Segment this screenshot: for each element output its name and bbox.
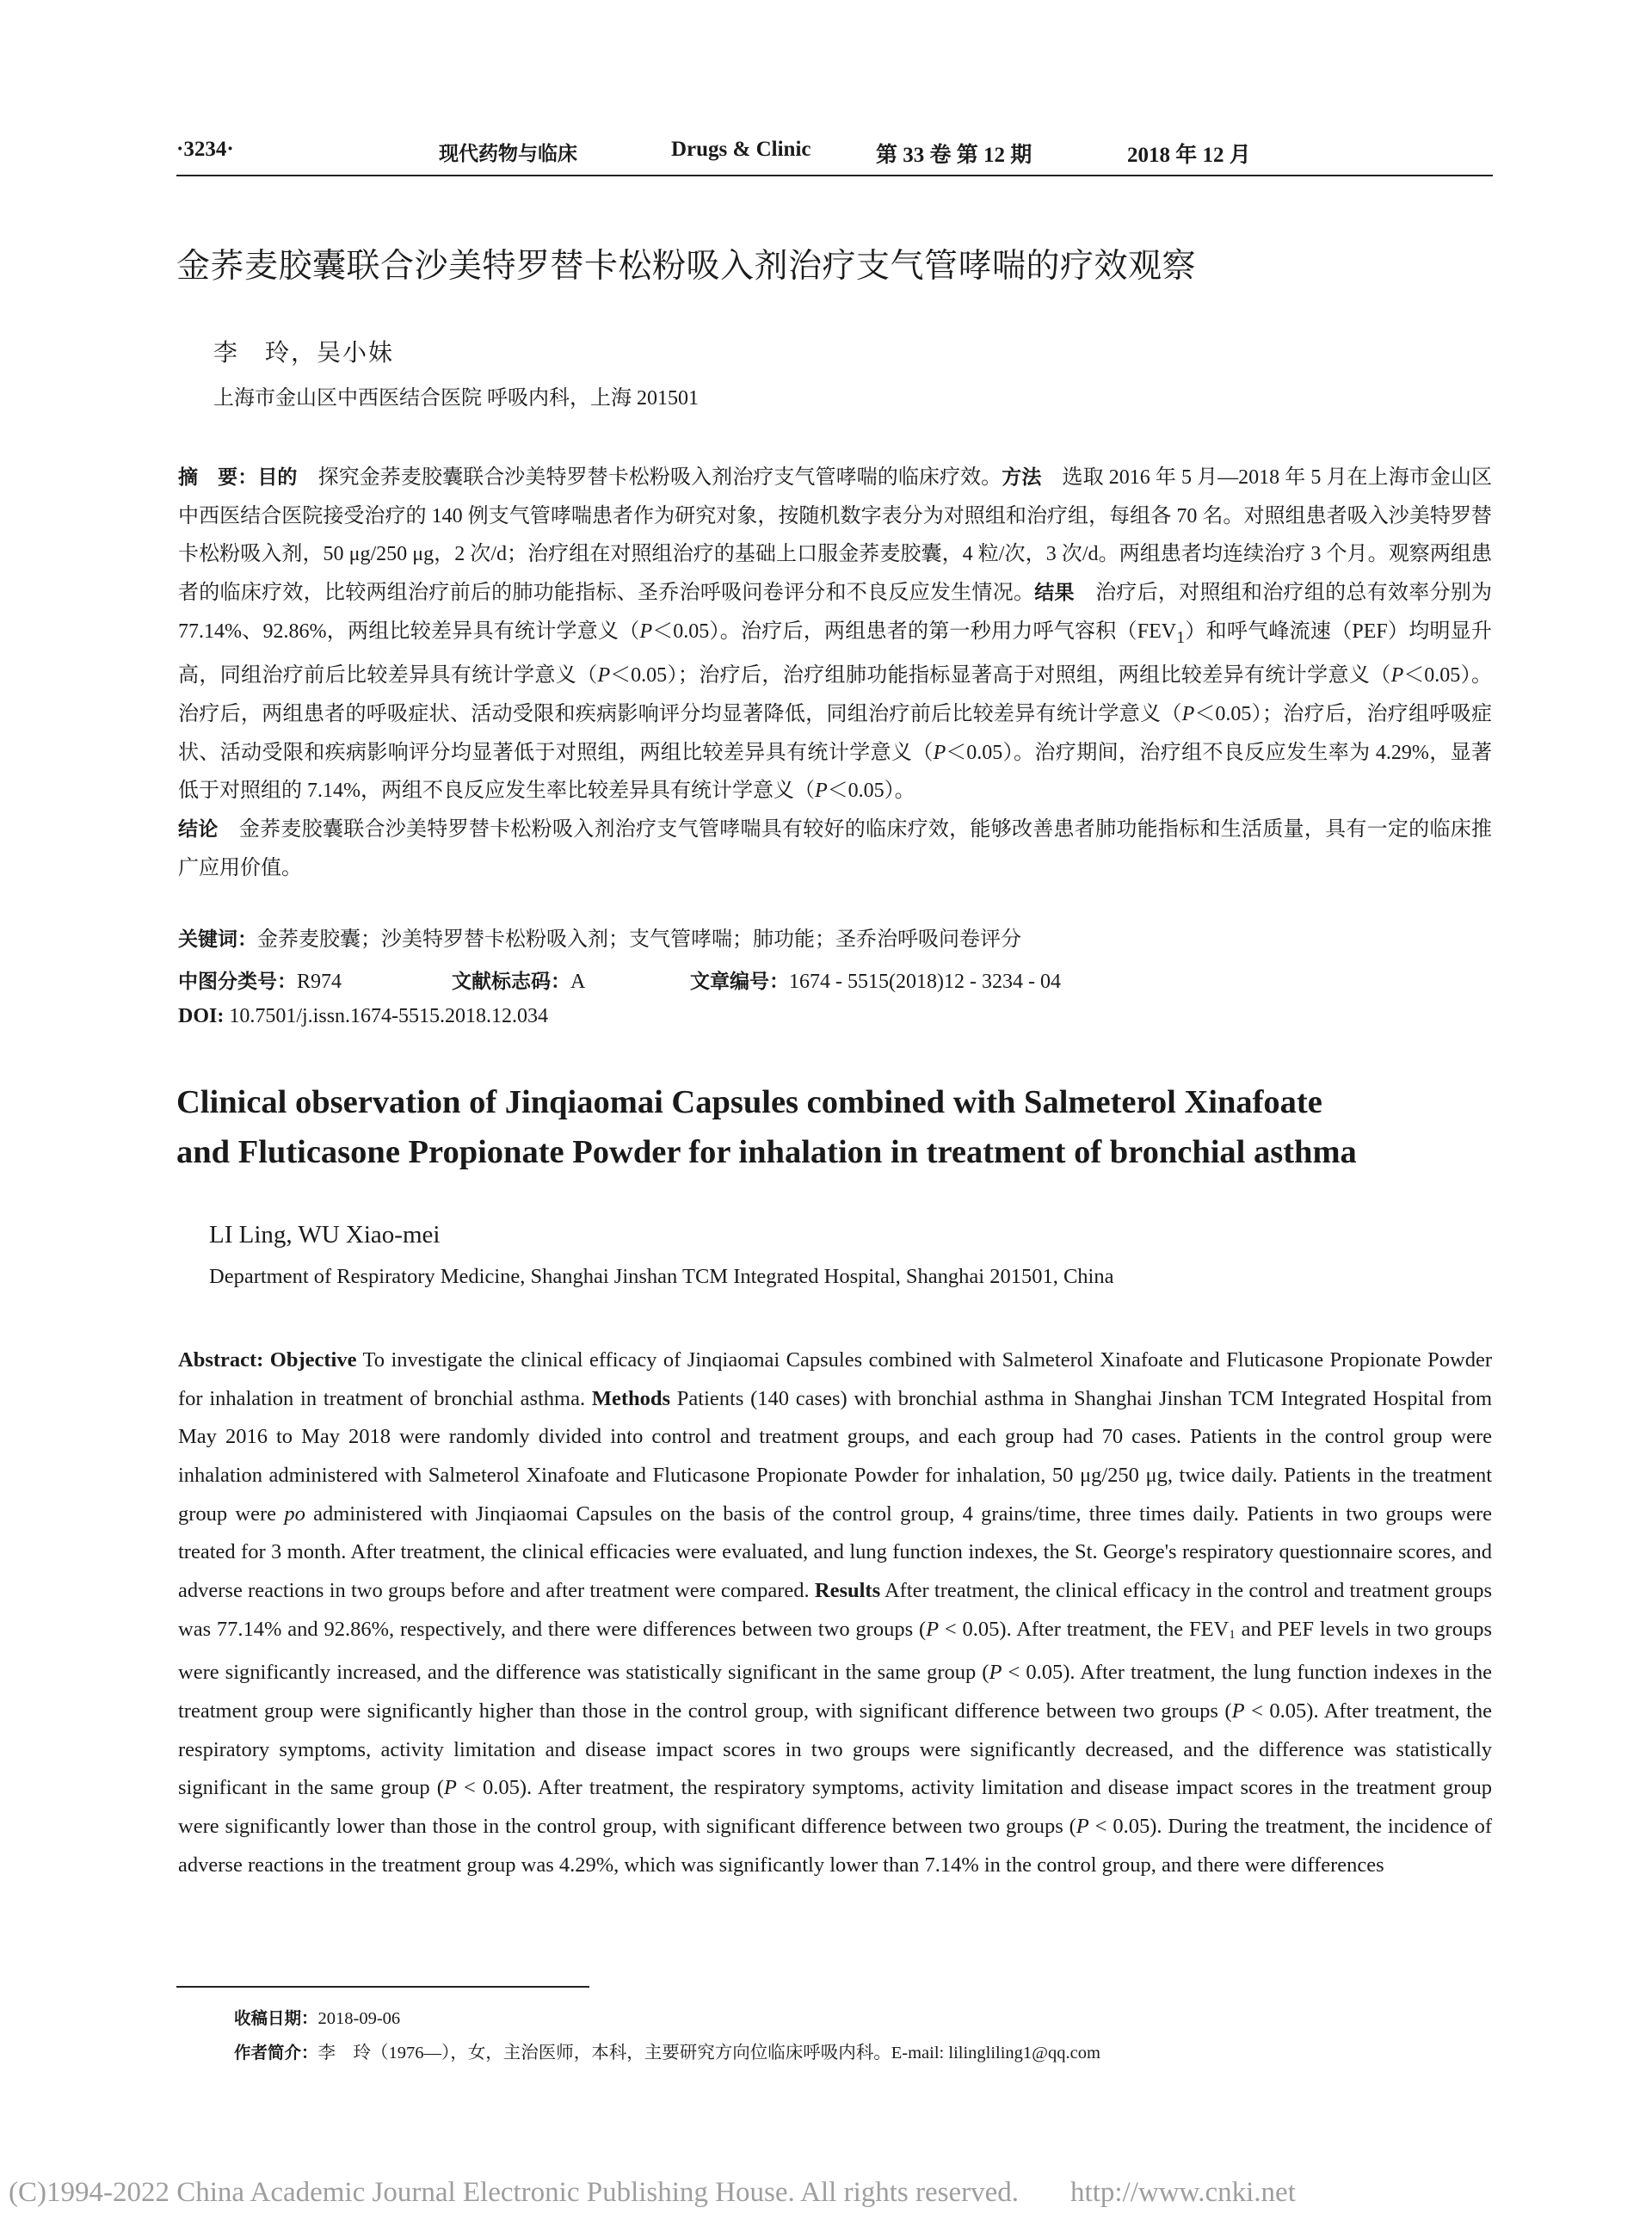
- methods-label-en: Methods: [591, 1386, 671, 1410]
- chinese-keywords: [178, 922, 1492, 952]
- p-value-symbol: P: [1390, 664, 1404, 688]
- clc-item: [178, 965, 342, 994]
- p-value-symbol: P: [933, 741, 946, 764]
- conclusion-label-cn: 结论: [178, 818, 219, 842]
- copyright-text: (C)1994-2022 China Academic Journal Electronic Publishing House. All rights reserved.: [9, 2177, 1020, 2208]
- abstract-label-en: Abstract: Objective: [178, 1348, 357, 1372]
- results-text-cn: 治疗后，对照组和治疗组的总有效率分别为 77.14%、92.86%，两组比较差异具有统计学意义（: [178, 582, 1493, 643]
- methods-text-en: administered with Jinqiaomai Capsules on the basis of the control group, 4 grains/time, three times daily. Patients in two groups were treated for 3 month. After treatment, the clinical efficacies were evaluated, and lung function indexes, the St. George's respiratory questionnaire scores, and adverse reactions in two groups before and after treatment were compared.: [178, 1501, 1492, 1602]
- keywords-label-cn: 关键词：: [178, 928, 257, 951]
- p-value-symbol: P: [926, 1617, 940, 1641]
- english-title-line: Clinical observation of Jinqiaomai Capsules combined with Salmeterol Xinafoate: [176, 1084, 1322, 1120]
- conclusion-text-cn: 金荞麦胶囊联合沙美特罗替卡松粉吸入剂治疗支气管哮喘具有较好的临床疗效，能够改善患者肺功能指标和生活质量，具有一定的临床推广应用价值。: [178, 818, 1493, 879]
- results-text-en: < 0.05). During the treatment, the incidence of adverse reactions in the treatment group was 4.29%, which was significantly lower than 7.14% in the control group, and there were differences: [178, 1814, 1492, 1877]
- doc-code-item: [452, 965, 585, 994]
- english-title: [176, 1077, 1497, 1177]
- p-value-symbol: P: [989, 1661, 1002, 1685]
- bio-value: 李 玲（1976—），女，主治医师，本科，主要研究方向位临床呼吸内科。E-mail: lilingliling1@qq.com: [317, 2044, 1100, 2063]
- p-value-symbol: P: [1231, 1699, 1245, 1723]
- objective-label-cn: 目的: [257, 466, 298, 489]
- author-bio: [234, 2038, 1100, 2063]
- english-title-line: and Fluticasone Propionate Powder for inhalation in treatment of bronchial asthma: [176, 1134, 1357, 1170]
- methods-text-en: Patients (140 cases) with bronchial asthma in Shanghai Jinshan TCM Integrated Hospital from May 2016 to May 2018 were randomly divided into control and treatment groups, and each group had 70 cases. Patients in the control group were inhalation administered with Salmeterol Xinafoate and Fluticasone Propionate Powder for inhalation, 50 μg/250 μg, twice daily. Patients in the treatment group were: [178, 1386, 1492, 1526]
- english-abstract: [178, 1341, 1492, 1884]
- results-label-en: Results: [814, 1578, 881, 1602]
- fev-subscript: 1: [1176, 627, 1186, 647]
- objective-text-en: To investigate the clinical efficacy of Jinqiaomai Capsules combined with Salmeterol Xinafoate and Fluticasone Propionate Powder for inhalation in treatment of bronchial asthma.: [178, 1348, 1492, 1410]
- doc-code-label: 文献标志码：: [452, 971, 570, 993]
- p-value-symbol: P: [597, 664, 611, 688]
- english-affiliation: Department of Respiratory Medicine, Shanghai Jinshan TCM Integrated Hospital, Shanghai 201501, China: [209, 1265, 1114, 1288]
- cnki-link[interactable]: http://www.cnki.net: [1070, 2177, 1296, 2208]
- chinese-affiliation: 上海市金山区中西医结合医院 呼吸内科，上海 201501: [213, 387, 699, 410]
- p-value-symbol: P: [1076, 1814, 1089, 1838]
- doi-label: DOI:: [178, 1005, 225, 1027]
- chinese-abstract: [178, 459, 1492, 888]
- results-text-en: < 0.05). After treatment, the lung function indexes in the treatment group were significantly higher than those in the control group, with significant difference between two groups (: [178, 1661, 1492, 1723]
- chinese-authors: 李 玲，吴小妹: [213, 338, 395, 367]
- p-value-symbol: P: [1181, 703, 1195, 726]
- keywords-text-cn: 金荞麦胶囊；沙美特罗替卡松粉吸入剂；支气管哮喘；肺功能；圣乔治呼吸问卷评分: [257, 928, 1021, 951]
- results-text-cn: ＜0.05）；治疗后，治疗组呼吸症状、活动受限和疾病影响评分均显著低于对照组，两组比较差异具有统计学意义（: [178, 703, 1493, 764]
- results-text-cn: ）和呼气峰流速（PEF）均明显升高，同组治疗前后比较差异具有统计学意义（: [178, 620, 1493, 688]
- results-text-cn: ＜0.05）。治疗后，两组患者的第一秒用力呼气容积（FEV: [652, 620, 1177, 643]
- article-number-item: [690, 965, 1061, 994]
- clc-label: 中图分类号：: [178, 971, 297, 993]
- issue-date: 2018 年 12 月: [1127, 144, 1251, 167]
- results-text-en: < 0.05). After treatment, the respiratory symptoms, activity limitation and disease impact scores in the treatment group were significantly lower than those in the control group, with significant difference between two groups (: [178, 1776, 1492, 1838]
- doi-line: [178, 1005, 548, 1028]
- clc-value: R974: [297, 971, 342, 993]
- p-value-symbol: P: [443, 1776, 457, 1800]
- p-value-symbol: P: [639, 620, 653, 643]
- objective-text-cn: 探究金荞麦胶囊联合沙美特罗替卡松粉吸入剂治疗支气管哮喘的临床疗效。: [297, 466, 1002, 489]
- volume-issue: 第 33 卷 第 12 期: [876, 144, 1032, 167]
- doc-code-value: A: [570, 971, 586, 993]
- results-text-cn: ＜0.05）。治疗后，两组患者的呼吸症状、活动受限和疾病影响评分均显著降低，同组治疗前后比较差异有统计学意义（: [178, 664, 1493, 726]
- results-text-en: < 0.05). After treatment, the FEV: [939, 1617, 1230, 1641]
- running-header: [176, 138, 1493, 172]
- article-number-value: 1674 - 5515(2018)12 - 3234 - 04: [789, 971, 1061, 993]
- results-text-en: and PEF levels in two groups were significantly increased, and the difference was statistically significant in the same group (: [178, 1617, 1492, 1685]
- results-text-en: After treatment, the clinical efficacy in the control and treatment groups was 77.14% and 92.86%, respectively, and there were differences between two groups (: [178, 1578, 1492, 1641]
- chinese-title: 金荞麦胶囊联合沙美特罗替卡松粉吸入剂治疗支气管哮喘的疗效观察: [176, 247, 1197, 286]
- article-number-label: 文章编号：: [690, 971, 789, 993]
- results-text-cn: ＜0.05）。: [827, 780, 915, 803]
- p-value-symbol: P: [815, 780, 828, 803]
- methods-label-cn: 方法: [1002, 466, 1042, 489]
- results-text-en: < 0.05). After treatment, the respiratory symptoms, activity limitation and disease impact scores in two groups were significantly decreased, and the difference was statistically significant in the same group (: [178, 1699, 1493, 1800]
- doi-value: 10.7501/j.issn.1674-5515.2018.12.034: [224, 1005, 549, 1027]
- cnki-watermark: [9, 2177, 1643, 2209]
- header-rule: [176, 175, 1493, 176]
- page-number: ·3234·: [176, 138, 234, 161]
- journal-name-en: Drugs & Clinic: [671, 138, 811, 161]
- results-text-cn: ＜0.05）。治疗期间，治疗组不良反应发生率为 4.29%，显著低于对照组的 7.14%，两组不良反应发生率比较差异具有统计学意义（: [178, 741, 1492, 803]
- received-date: [234, 2005, 400, 2029]
- results-label-cn: 结果: [1034, 582, 1075, 605]
- po-italic: po: [284, 1501, 305, 1526]
- methods-text-cn: 选取 2016 年 5 月—2018 年 5 月在上海市金山区中西医结合医院接受治疗的 140 例支气管哮喘患者作为研究对象，按随机数字表分为对照组和治疗组，每组各 70 名。对照组患者吸入沙美特罗替卡松粉吸入剂，50 μg/250 μg，2 次/d；治疗组在对照组治疗的基础上口服金荞麦胶囊，4 粒/次，3 次/d。两组患者均连续治疗 3 个月。观察两组患者的临床疗效，比较两组治疗前后的肺功能指标、圣乔治呼吸问卷评分和不良反应发生情况。: [178, 466, 1493, 605]
- abstract-label-cn: 摘 要：: [178, 466, 258, 489]
- results-text-cn: ＜0.05）；治疗后，治疗组肺功能指标显著高于对照组，两组比较差异有统计学意义（: [610, 664, 1391, 688]
- bio-label: 作者简介：: [234, 2043, 318, 2063]
- fev-subscript: 1: [1229, 1627, 1236, 1642]
- received-label: 收稿日期：: [234, 2008, 318, 2028]
- received-value: 2018-09-06: [317, 2009, 401, 2028]
- journal-name-cn: 现代药物与临床: [439, 143, 577, 165]
- footnote-rule: [176, 1986, 589, 1988]
- english-authors: LI Ling, WU Xiao-mei: [209, 1221, 441, 1249]
